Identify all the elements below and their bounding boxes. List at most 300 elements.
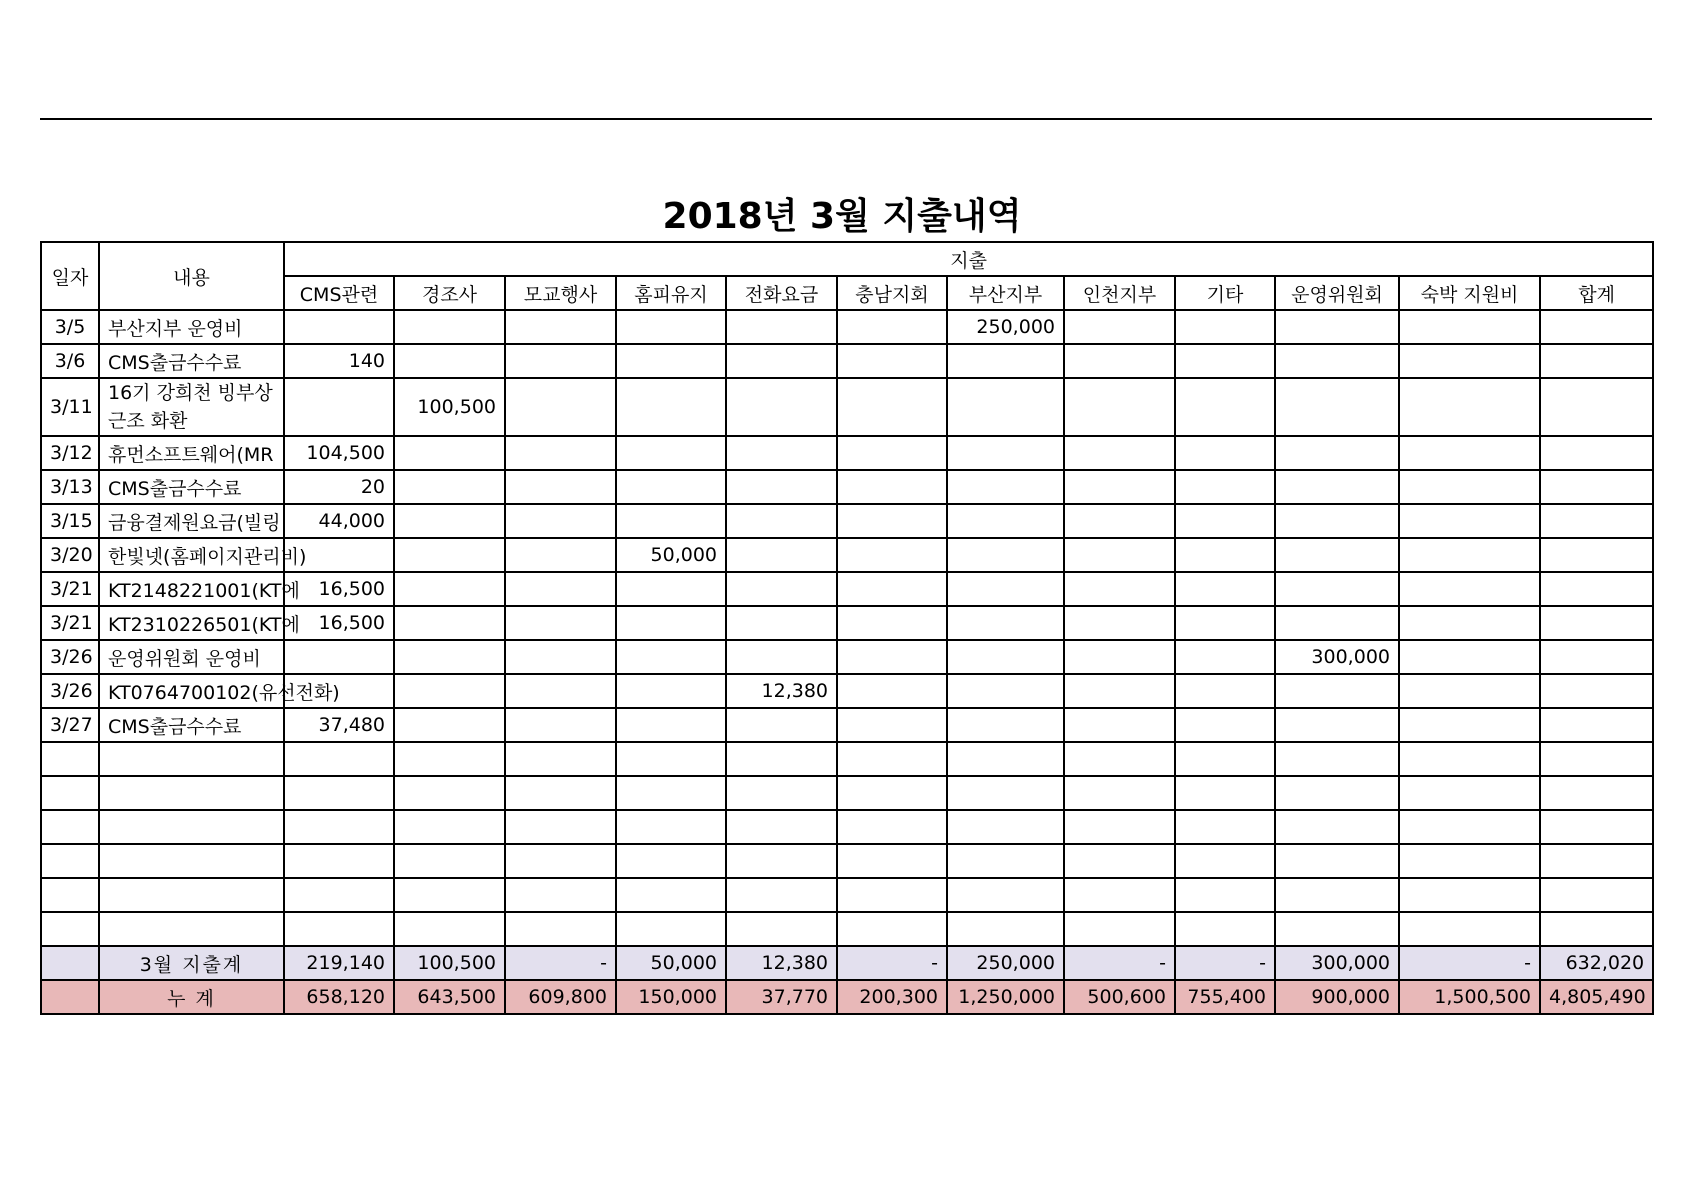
top-divider	[40, 118, 1652, 120]
empty-cell	[505, 912, 616, 946]
row-description: KT2148221001(KT에	[99, 572, 284, 606]
empty-cell	[837, 776, 947, 810]
total-cell: 643,500	[394, 980, 505, 1014]
empty-cell	[505, 742, 616, 776]
amount-cell: 100,500	[394, 378, 505, 436]
empty-cell	[505, 844, 616, 878]
amount-cell	[1064, 310, 1175, 344]
column-header: 경조사	[394, 276, 505, 310]
amount-cell	[837, 310, 947, 344]
amount-cell	[616, 504, 726, 538]
amount-cell	[394, 504, 505, 538]
empty-cell	[41, 810, 99, 844]
empty-cell	[1275, 810, 1399, 844]
amount-cell	[616, 378, 726, 436]
amount-cell	[1275, 504, 1399, 538]
empty-cell	[1175, 912, 1275, 946]
empty-row	[41, 810, 1653, 844]
empty-cell	[616, 742, 726, 776]
amount-cell: 140	[284, 344, 394, 378]
amount-cell	[1399, 572, 1540, 606]
row-description: 부산지부 운영비	[99, 310, 284, 344]
empty-cell	[947, 912, 1064, 946]
amount-cell	[394, 606, 505, 640]
amount-cell	[837, 470, 947, 504]
total-cell: 200,300	[837, 980, 947, 1014]
empty-cell	[1275, 912, 1399, 946]
empty-cell	[1540, 742, 1653, 776]
amount-cell	[1275, 436, 1399, 470]
empty-row	[41, 742, 1653, 776]
amount-cell: 20	[284, 470, 394, 504]
amount-cell	[1399, 344, 1540, 378]
empty-cell	[99, 844, 284, 878]
empty-cell	[616, 844, 726, 878]
empty-cell	[1540, 776, 1653, 810]
amount-cell	[284, 310, 394, 344]
table-row	[41, 344, 1653, 378]
amount-cell	[1540, 378, 1653, 436]
amount-cell	[1275, 708, 1399, 742]
amount-cell	[947, 504, 1064, 538]
table-row	[41, 606, 1653, 640]
amount-cell	[505, 470, 616, 504]
empty-cell	[616, 810, 726, 844]
empty-cell	[1175, 776, 1275, 810]
amount-cell: 12,380	[726, 674, 837, 708]
amount-cell	[726, 504, 837, 538]
amount-cell	[1175, 640, 1275, 674]
empty-cell	[1275, 742, 1399, 776]
empty-cell	[99, 912, 284, 946]
empty-cell	[41, 912, 99, 946]
amount-cell	[1275, 572, 1399, 606]
amount-cell	[284, 378, 394, 436]
amount-cell	[505, 572, 616, 606]
empty-cell	[284, 878, 394, 912]
empty-row	[41, 878, 1653, 912]
amount-cell	[1275, 310, 1399, 344]
empty-cell	[947, 844, 1064, 878]
amount-cell	[1175, 470, 1275, 504]
amount-cell	[947, 572, 1064, 606]
empty-cell	[726, 912, 837, 946]
empty-cell	[726, 810, 837, 844]
empty-cell	[1540, 810, 1653, 844]
amount-cell	[1175, 378, 1275, 436]
amount-cell	[1540, 504, 1653, 538]
empty-row	[41, 844, 1653, 878]
row-date: 3/26	[41, 674, 99, 708]
total-cell: 219,140	[284, 946, 394, 980]
amount-cell	[505, 504, 616, 538]
amount-cell	[947, 606, 1064, 640]
amount-cell	[1540, 674, 1653, 708]
table-row	[41, 640, 1653, 674]
empty-cell	[394, 844, 505, 878]
amount-cell	[726, 708, 837, 742]
amount-cell	[837, 572, 947, 606]
row-description: KT2310226501(KT에	[99, 606, 284, 640]
amount-cell	[1175, 708, 1275, 742]
empty-cell	[284, 844, 394, 878]
column-header: 기타	[1175, 276, 1275, 310]
page-title: 2018년 3월 지출내역	[662, 196, 1022, 237]
expense-table	[40, 241, 1654, 1015]
empty-cell	[1399, 742, 1540, 776]
empty-cell	[41, 878, 99, 912]
column-header: 홈피유지	[616, 276, 726, 310]
cumulative-row-label: 누 계	[99, 980, 284, 1014]
table-body	[41, 310, 1653, 1014]
amount-cell	[616, 344, 726, 378]
amount-cell	[1399, 436, 1540, 470]
amount-cell	[1175, 674, 1275, 708]
total-cell: 50,000	[616, 946, 726, 980]
amount-cell	[1399, 470, 1540, 504]
row-description: CMS출금수수료	[99, 470, 284, 504]
amount-cell	[947, 674, 1064, 708]
row-date: 3/21	[41, 606, 99, 640]
empty-cell	[1399, 810, 1540, 844]
total-cell: 609,800	[505, 980, 616, 1014]
amount-cell	[505, 436, 616, 470]
empty-cell	[394, 810, 505, 844]
amount-cell	[505, 640, 616, 674]
row-description: CMS출금수수료	[99, 344, 284, 378]
amount-cell	[616, 470, 726, 504]
empty-cell	[99, 810, 284, 844]
amount-cell: 16,500	[284, 606, 394, 640]
amount-cell	[1175, 606, 1275, 640]
empty-cell	[1064, 878, 1175, 912]
amount-cell	[726, 310, 837, 344]
empty-row	[41, 912, 1653, 946]
total-cell: 658,120	[284, 980, 394, 1014]
empty-cell	[837, 810, 947, 844]
amount-cell	[947, 708, 1064, 742]
row-date: 3/11	[41, 378, 99, 436]
empty-cell	[41, 844, 99, 878]
row-date: 3/12	[41, 436, 99, 470]
empty-cell	[947, 742, 1064, 776]
subtotal-row	[41, 946, 1653, 980]
amount-cell	[726, 606, 837, 640]
row-description: 운영위원회 운영비	[99, 640, 284, 674]
amount-cell	[1064, 708, 1175, 742]
empty-cell	[947, 776, 1064, 810]
amount-cell	[1175, 436, 1275, 470]
total-cell: 100,500	[394, 946, 505, 980]
empty-cell	[726, 742, 837, 776]
amount-cell	[505, 344, 616, 378]
table-row	[41, 470, 1653, 504]
empty-cell	[505, 776, 616, 810]
empty-cell	[616, 878, 726, 912]
column-header: 모교행사	[505, 276, 616, 310]
amount-cell	[505, 674, 616, 708]
empty-cell	[1399, 776, 1540, 810]
empty-cell	[1540, 878, 1653, 912]
empty-cell	[394, 878, 505, 912]
amount-cell	[726, 344, 837, 378]
amount-cell: 300,000	[1275, 640, 1399, 674]
amount-cell	[1064, 378, 1175, 436]
amount-cell	[616, 606, 726, 640]
empty-cell	[726, 878, 837, 912]
empty-cell	[1275, 844, 1399, 878]
total-cell: -	[1399, 946, 1540, 980]
column-header: CMS관련	[284, 276, 394, 310]
amount-cell	[726, 538, 837, 572]
amount-cell	[505, 310, 616, 344]
total-cell: 632,020	[1540, 946, 1653, 980]
empty-cell	[41, 742, 99, 776]
amount-cell	[1399, 378, 1540, 436]
total-cell: 150,000	[616, 980, 726, 1014]
amount-cell	[726, 470, 837, 504]
amount-cell: 44,000	[284, 504, 394, 538]
total-cell: -	[505, 946, 616, 980]
header-row	[41, 242, 1653, 276]
empty-cell	[1175, 878, 1275, 912]
empty-cell	[41, 776, 99, 810]
amount-cell	[1275, 470, 1399, 504]
empty-cell	[284, 776, 394, 810]
empty-cell	[1064, 742, 1175, 776]
amount-cell	[394, 640, 505, 674]
total-cell: 755,400	[1175, 980, 1275, 1014]
table-row	[41, 674, 1653, 708]
column-header: 부산지부	[947, 276, 1064, 310]
empty-cell	[1275, 776, 1399, 810]
blank-cell	[41, 980, 99, 1014]
empty-cell	[284, 810, 394, 844]
amount-cell	[1175, 538, 1275, 572]
amount-cell: 50,000	[616, 538, 726, 572]
empty-cell	[99, 878, 284, 912]
empty-cell	[284, 742, 394, 776]
amount-cell	[947, 436, 1064, 470]
amount-cell	[1275, 378, 1399, 436]
empty-cell	[99, 742, 284, 776]
amount-cell	[1540, 310, 1653, 344]
amount-cell	[1064, 344, 1175, 378]
amount-cell	[1275, 606, 1399, 640]
empty-cell	[1175, 844, 1275, 878]
amount-cell	[1064, 504, 1175, 538]
amount-cell	[1399, 674, 1540, 708]
total-cell: -	[1064, 946, 1175, 980]
empty-cell	[1064, 776, 1175, 810]
amount-cell	[616, 436, 726, 470]
amount-cell	[394, 572, 505, 606]
amount-cell	[837, 378, 947, 436]
amount-cell	[394, 538, 505, 572]
empty-cell	[1175, 742, 1275, 776]
empty-cell	[726, 844, 837, 878]
amount-cell	[1540, 572, 1653, 606]
amount-cell	[505, 606, 616, 640]
total-cell: -	[837, 946, 947, 980]
amount-cell	[837, 640, 947, 674]
table-row	[41, 378, 1653, 436]
amount-cell	[947, 470, 1064, 504]
amount-cell	[1275, 344, 1399, 378]
empty-cell	[947, 810, 1064, 844]
amount-cell	[1064, 606, 1175, 640]
table-row	[41, 572, 1653, 606]
empty-cell	[1175, 810, 1275, 844]
empty-cell	[1064, 912, 1175, 946]
row-description: 한빛넷(홈페이지관리비)	[99, 538, 284, 572]
amount-cell	[947, 538, 1064, 572]
empty-cell	[837, 878, 947, 912]
total-cell: 300,000	[1275, 946, 1399, 980]
amount-cell	[837, 674, 947, 708]
blank-cell	[41, 946, 99, 980]
row-description: KT0764700102(유선전화)	[99, 674, 284, 708]
date-header: 일자	[41, 242, 99, 310]
column-header: 운영위원회	[1275, 276, 1399, 310]
amount-cell	[947, 344, 1064, 378]
table-row	[41, 708, 1653, 742]
empty-cell	[1399, 878, 1540, 912]
amount-cell	[1540, 538, 1653, 572]
amount-cell	[726, 640, 837, 674]
row-description: 16기 강희천 빙부상 근조 화환	[99, 378, 284, 436]
column-header: 인천지부	[1064, 276, 1175, 310]
amount-cell	[1175, 572, 1275, 606]
column-header: 숙박 지원비	[1399, 276, 1540, 310]
amount-cell	[616, 640, 726, 674]
empty-cell	[1540, 844, 1653, 878]
total-cell: 1,500,500	[1399, 980, 1540, 1014]
row-date: 3/21	[41, 572, 99, 606]
empty-cell	[505, 878, 616, 912]
amount-cell	[616, 708, 726, 742]
amount-cell	[1399, 640, 1540, 674]
amount-cell	[1399, 708, 1540, 742]
table-row	[41, 436, 1653, 470]
row-date: 3/15	[41, 504, 99, 538]
amount-cell	[1175, 504, 1275, 538]
amount-cell	[726, 378, 837, 436]
empty-cell	[394, 776, 505, 810]
amount-cell	[726, 572, 837, 606]
empty-cell	[616, 912, 726, 946]
total-cell: 500,600	[1064, 980, 1175, 1014]
amount-cell	[947, 378, 1064, 436]
empty-cell	[1399, 844, 1540, 878]
empty-cell	[1399, 912, 1540, 946]
amount-cell: 16,500	[284, 572, 394, 606]
amount-cell	[394, 674, 505, 708]
amount-cell	[1064, 538, 1175, 572]
empty-cell	[616, 776, 726, 810]
desc-header: 내용	[99, 242, 284, 310]
column-header: 합계	[1540, 276, 1653, 310]
amount-cell	[1540, 470, 1653, 504]
amount-cell	[1064, 674, 1175, 708]
amount-cell	[505, 708, 616, 742]
row-date: 3/5	[41, 310, 99, 344]
cumulative-row	[41, 980, 1653, 1014]
table-row	[41, 310, 1653, 344]
amount-cell	[1064, 470, 1175, 504]
row-date: 3/27	[41, 708, 99, 742]
empty-cell	[394, 912, 505, 946]
empty-cell	[99, 776, 284, 810]
amount-cell	[1175, 310, 1275, 344]
empty-cell	[837, 844, 947, 878]
row-description: 금융결제원요금(빌링	[99, 504, 284, 538]
subtotal-row-label: 3월 지출계	[99, 946, 284, 980]
amount-cell	[1275, 538, 1399, 572]
column-header: 전화요금	[726, 276, 837, 310]
empty-cell	[726, 776, 837, 810]
row-date: 3/13	[41, 470, 99, 504]
amount-cell	[394, 310, 505, 344]
amount-cell	[1540, 708, 1653, 742]
table-row	[41, 538, 1653, 572]
total-cell: 12,380	[726, 946, 837, 980]
empty-cell	[505, 810, 616, 844]
empty-cell	[837, 912, 947, 946]
total-cell: 250,000	[947, 946, 1064, 980]
total-cell: 37,770	[726, 980, 837, 1014]
amount-cell	[837, 606, 947, 640]
amount-cell	[947, 640, 1064, 674]
row-date: 3/20	[41, 538, 99, 572]
amount-cell	[616, 572, 726, 606]
amount-cell	[284, 640, 394, 674]
amount-cell	[1064, 640, 1175, 674]
empty-cell	[394, 742, 505, 776]
amount-cell	[837, 708, 947, 742]
amount-cell	[1175, 344, 1275, 378]
amount-cell	[1064, 572, 1175, 606]
amount-cell: 37,480	[284, 708, 394, 742]
row-date: 3/26	[41, 640, 99, 674]
amount-cell	[505, 378, 616, 436]
amount-cell	[1399, 538, 1540, 572]
empty-cell	[284, 912, 394, 946]
amount-cell	[1275, 674, 1399, 708]
amount-cell	[1540, 640, 1653, 674]
total-cell: 4,805,490	[1540, 980, 1653, 1014]
empty-cell	[837, 742, 947, 776]
amount-cell	[394, 344, 505, 378]
amount-cell	[837, 538, 947, 572]
expense-group-header: 지출	[284, 242, 1653, 276]
amount-cell	[616, 310, 726, 344]
amount-cell	[1540, 344, 1653, 378]
empty-cell	[1275, 878, 1399, 912]
amount-cell	[505, 538, 616, 572]
amount-cell	[837, 504, 947, 538]
row-description: CMS출금수수료	[99, 708, 284, 742]
amount-cell	[1399, 504, 1540, 538]
table-row	[41, 504, 1653, 538]
amount-cell	[726, 436, 837, 470]
amount-cell	[394, 470, 505, 504]
empty-cell	[1540, 912, 1653, 946]
amount-cell	[1399, 606, 1540, 640]
amount-cell	[1540, 436, 1653, 470]
column-header: 충남지회	[837, 276, 947, 310]
amount-cell	[1540, 606, 1653, 640]
